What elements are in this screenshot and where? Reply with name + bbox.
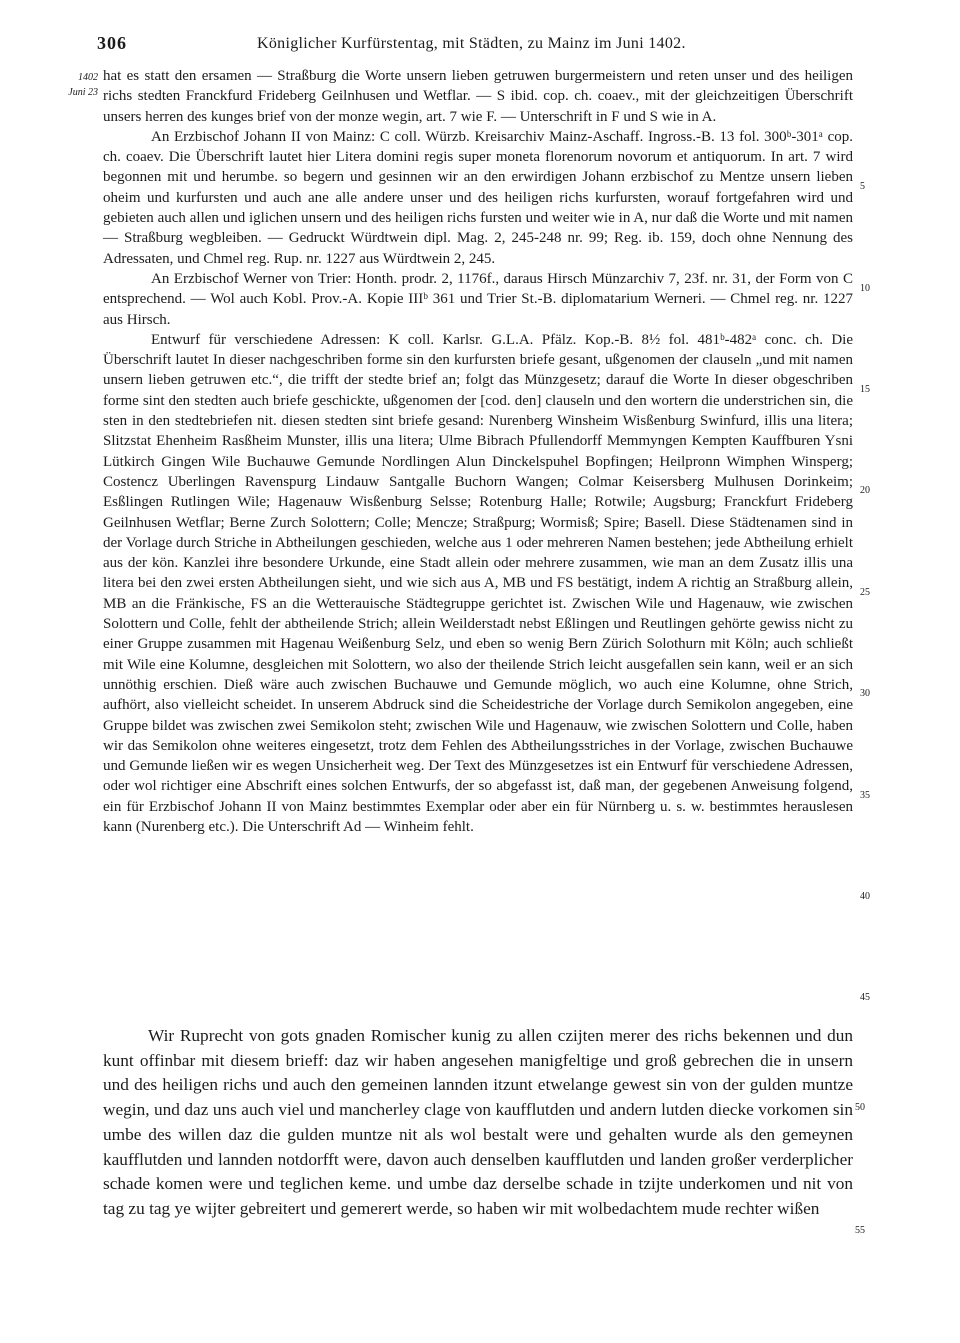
apparatus-paragraph: An Erzbischof Werner von Trier: Honth. prodr. 2, 1176f., daraus Hirsch Münzarchiv 7, 23f. nr. 31, der Form von C entsprechend. — Wol auch Kobl. Prov.-A. Kopie IIIᵇ 361 und Trier St.-B. diplomatarium Werneri. — Chmel reg. nr. 1227 aus Hirsch.: [103, 270, 853, 328]
line-number: 20: [860, 485, 870, 496]
apparatus-paragraph: An Erzbischof Johann II von Mainz: C coll. Würzb. Kreisarchiv Mainz-Aschaff. Ingross.-B. 13 fol. 300ᵇ-301ᵃ cop. ch. coaev. Die Überschrift lautet hier Litera domini regis super moneta florenorum novorum et antiquorum. In art. 7 wird begonnen mit und herumbe. so begern und gesinnen wir an den erwirdigen Johann erzbischof zu Mentze unsern lieben oheim und kurfursten und auch ane alle andere unser und des heiligen richs kurfursten, worauf fortgefahren wird und gebieten auch allen und iglichen unsern und des heiligen richs fursten und weiter wie in A, nur daß die Worte und mit namen — Straßburg wegbleiben. — Gedruckt Würdtwein dipl. Mag. 2, 245-248 nr. 99; Reg. ib. 159, doch ohne Nennung des Adressaten, und Chmel reg. Rup. nr. 1227 aus Würdtwein 2, 245.: [103, 128, 853, 267]
line-number: 50: [855, 1102, 865, 1113]
charter-line-numbers: [855, 0, 885, 1343]
apparatus-paragraph: Entwurf für verschiedene Adressen: K coll. Karlsr. G.L.A. Pfälz. Kop.-B. 8½ fol. 481ᵇ-482ᵃ conc. ch. Die Überschrift lautet In dieser nachgeschriben forme sin den kurfursten briefe gesant, ußgenomen der clauseln „und mit namen unsern lieben getruwen etc.“, die trifft der stedte brief an; folgt das Münzgesetz; darauf die Worte In dieser obgeschriben forme sint den stedten auch briefe geschickte, ußgenomen der [cod. den] clauseln und den wortern die understrichen sin, die sten in den stedtebriefen nit. diesen stedten sint briefe gesand: Nurenberg Winsheim Wisßenburg Swinfurd, illis una litera; Slitzstat Ehenheim Rasßheim Munster, illis una litera; Ulme Bibrach Pfullendorff Memmyngen Kempten Kauffburen Ysni Lütkirch Gingen Wile Buchauwe Gemunde Nordlingen Alun Dinckelspuhel Bopfingen; Heilpronn Wimphen Winsperg; Costencz Uberlingen Ravenspurg Lindauw Santgalle Buchorn Wangen; Colmar Keisersberg Mulhusen Dorinkeim; Esßlingen Rutlingen Wile; Hagenauw Wisßenburg Selsse; Rotenburg Halle; Rotwile; Augsburg; Franckfurt Frideberg Geilnhusen Wetflar; Berne Zurch Solottern; Colle; Mencze; Straßpurg; Wormisß; Spire; Basell. Diese Städtenamen sind in der Vorlage durch Striche in Abtheilungen geschieden, welche aus 1 oder mehreren Namen bestehen; jede Abtheilung erhielt aus der kön. Kanzlei ihre besondere Urkunde, eine Stadt allein oder mehrere zusammen, wie man an dem Zusatz illis una litera bei den zwei ersten Abtheilungen sieht, und wie sich aus A, MB und FS bestätigt, indem A richtig an Straßburg allein, MB an die Fränkische, FS an die Wetterauische Städtegruppe gerichtet ist. Zwischen Wile und Hagenauw, wie zwischen Solottern und Colle, fehlt der abtheilende Strich; allein Weilderstadt nebst Eßlingen und Reutlingen gehörte gewiss nicht zu einer Gruppe zusammen mit Hagenau Weißenburg Selz, und eben so wenig Bern Zürich Solothurn mit Köln; auch schließt mit Wile eine Kolumne, desgleichen mit Solottern, wo also der theilende Strich leicht ausgefallen sein kann, weil er an sich unnöthig erschien. Dieß wäre auch zwischen Buchauwe und Gemunde möglich, wo auch eine Kolumne, ohne Strich, aufhört, also vielleicht scheidet. In unserem Abdruck sind die Scheidestriche der Vorlage durch Semikolon angegeben, eine Gruppe bildet was zwischen zwei Semikolon steht; zwischen Wile und Hagenauw, wie zwischen Solottern und Colle, haben wir das Semikolon ohne weiteres eingesetzt, trotz dem Fehlen des Abtheilungsstriches in der Vorlage, zwischen Buchauwe und Gemunde ließen wir es wegen Unsicherheit weg. Der Text des Münzgesetzes ist ein Entwurf für verschiedene Adressen, oder wol richtiger eine Abschrift eines solchen Entwurfs, der so abgefasst ist, daß man, der gegebenen Anweisung folgend, ein für Erzbischof Johann II von Mainz bestimmtes Exemplar oder aber ein für Nürnberg u. s. w. bestimmtes herauslesen kann (Nurenberg etc.). Die Unterschrift Ad — Winheim fehlt.: [103, 331, 853, 835]
line-number: 35: [860, 790, 870, 801]
line-number: 30: [860, 688, 870, 699]
running-title: Königlicher Kurfürstentag, mit Städten, zu Mainz im Juni 1402.: [257, 35, 686, 52]
apparatus-paragraph: hat es statt den ersamen — Straßburg die Worte unsern lieben getruwen burgermeistern und reten unser und des heiligen richs stedten Franckfurd Frideberg Geilnhusen und Wetflar. — S ibid. cop. ch. coaev., mit der gleichzeitigen Überschrift unsers herren des kunges brief von der monze wegin, art. 7 wie F. — Unterschrift in F und S wie in A.: [103, 68, 853, 125]
line-number: 15: [860, 384, 870, 395]
margin-year: 1402: [78, 72, 98, 83]
line-number: 25: [860, 587, 870, 598]
critical-apparatus: [103, 66, 853, 837]
margin-date-note: [56, 70, 98, 100]
charter-text: [103, 1024, 853, 1222]
margin-day: Juni 23: [68, 87, 98, 98]
line-number: 45: [860, 992, 870, 1003]
charter-paragraph: Wir Ruprecht von gots gnaden Romischer kunig zu allen czijten merer des richs bekennen und dun kunt offinbar mit diesem brieff: daz wir haben angesehen manigfeltige und groß gebrechen die in unsern und des heiligen richs und auch den gemeinen lannden itzunt etwelange gewest sin von der gulden muntze wegin, und daz uns auch viel und mancherley clage von kaufflutden und andern lutden diecke vorkomen sin umbe des willen daz die gulden muntze nit als wol bestalt were und gehalten wurde als den gemeynen kaufflutden und lannden notdorfft were, davon auch denselben kaufflutden und landen großer verderplicher schade komen were und teglichen keme. und umbe daz derselbe schade in tzijte underkomen und nit von tag zu tag ye wijter gebreitert und gemerert werde, so haben wir mit wolbedachtem mude rechter wißen: [103, 1026, 853, 1218]
line-number: 10: [860, 283, 870, 294]
page-number: 306: [97, 33, 127, 53]
line-number: 55: [855, 1225, 865, 1236]
running-header: [97, 33, 867, 55]
line-number: 40: [860, 891, 870, 902]
line-number: 5: [860, 181, 865, 192]
